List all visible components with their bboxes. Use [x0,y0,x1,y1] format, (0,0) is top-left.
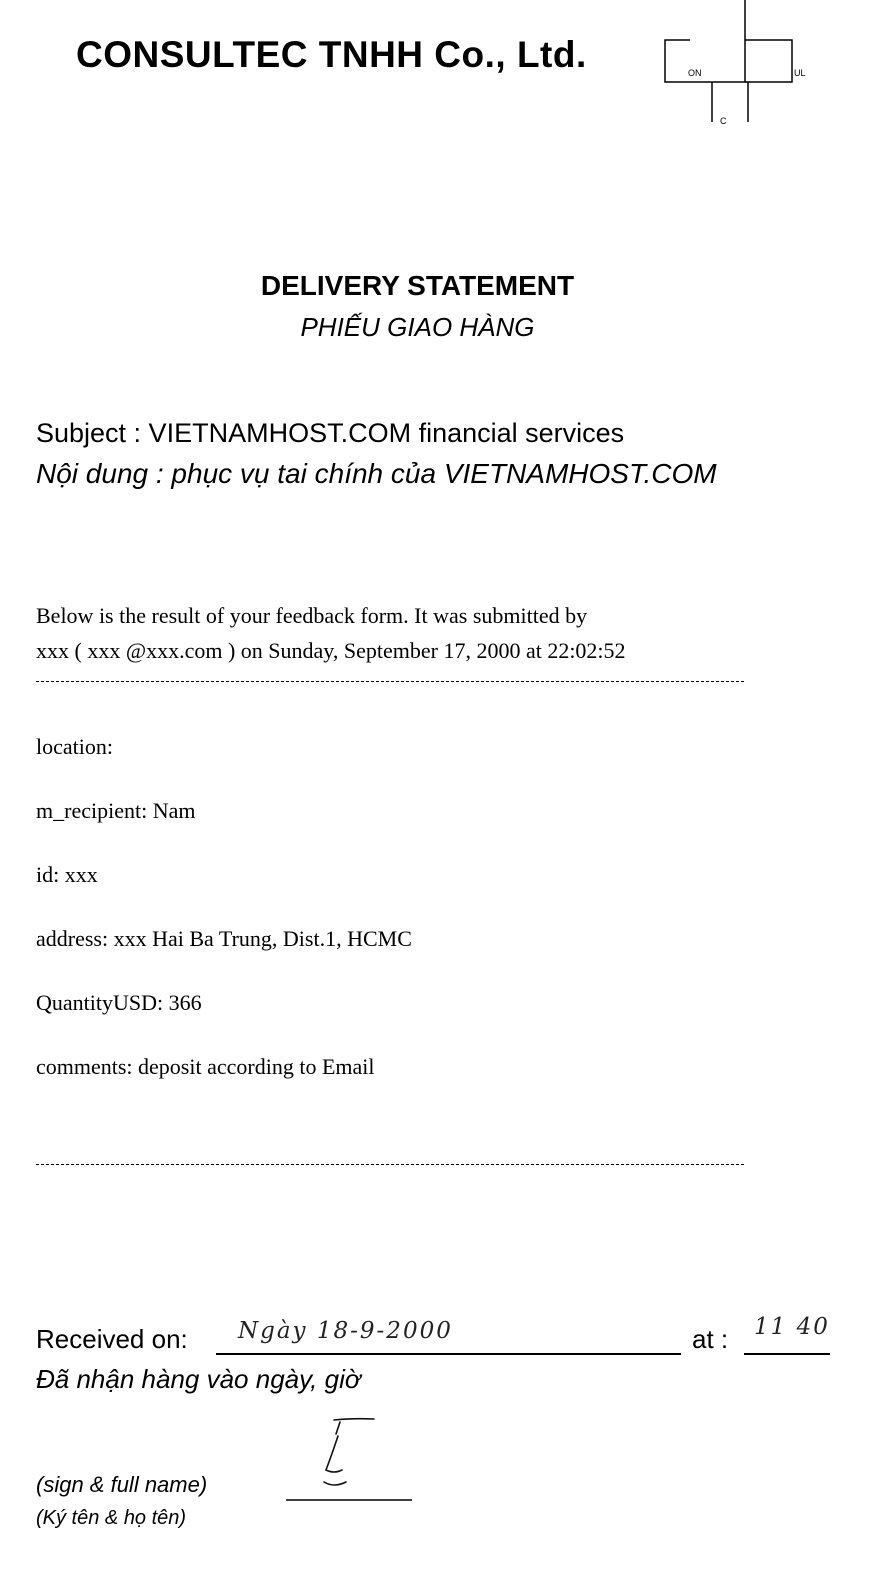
signature-mark [284,1412,414,1504]
logo-letters-right: UL [794,68,806,78]
document-title: DELIVERY STATEMENT [260,270,575,301]
field-label: comments: [36,1054,133,1079]
subject-line: Subject : VIETNAMHOST.COM financial services [36,418,625,448]
field-id [36,862,98,888]
received-date-line [216,1353,681,1355]
logo-letters-left: ON [688,68,702,78]
field-value: Nam [152,798,196,823]
divider-bottom [36,1164,744,1165]
sign-label: (sign & full name) [36,1472,208,1497]
field-value: 366 [168,990,202,1015]
sign-label-vietnamese: (Ký tên & họ tên) [36,1507,187,1529]
field-location [36,734,113,760]
field-quantity-usd [36,990,202,1016]
field-address [36,926,412,952]
received-date-handwritten: Ngày 18-9-2000 [238,1318,453,1344]
logo-letter-bottom: C [720,116,727,126]
intro-line-2: xxx ( xxx @xxx.com ) on Sunday, September 17, 2000 at 22:02:52 [36,638,626,663]
document-title-vietnamese: PHIẾU GIAO HÀNG [300,312,535,342]
received-at-label: at : [692,1324,729,1354]
received-on-label: Received on: [36,1324,188,1354]
field-label: QuantityUSD: [36,990,164,1015]
divider-top [36,681,744,682]
field-label: id: [36,862,60,887]
field-label: m_recipient: [36,798,148,823]
intro-line-1: Below is the result of your feedback form. It was submitted by [36,603,588,628]
subject-line-vietnamese: Nội dung : phục vụ tai chính của VIETNAMHOST.COM [36,458,717,489]
company-name: CONSULTEC TNHH Co., Ltd. [76,34,587,75]
field-value: deposit according to Email [138,1054,375,1079]
field-label: location: [36,734,113,759]
field-label: address: [36,926,109,951]
field-comments [36,1054,374,1080]
field-value: xxx Hai Ba Trung, Dist.1, HCMC [113,926,412,951]
received-time-handwritten: 11 40 [754,1314,830,1340]
received-time-line [744,1353,830,1355]
received-on-label-vietnamese: Đã nhận hàng vào ngày, giờ [36,1364,361,1394]
company-logo [660,0,830,135]
field-value: xxx [64,862,98,887]
field-recipient [36,798,195,824]
